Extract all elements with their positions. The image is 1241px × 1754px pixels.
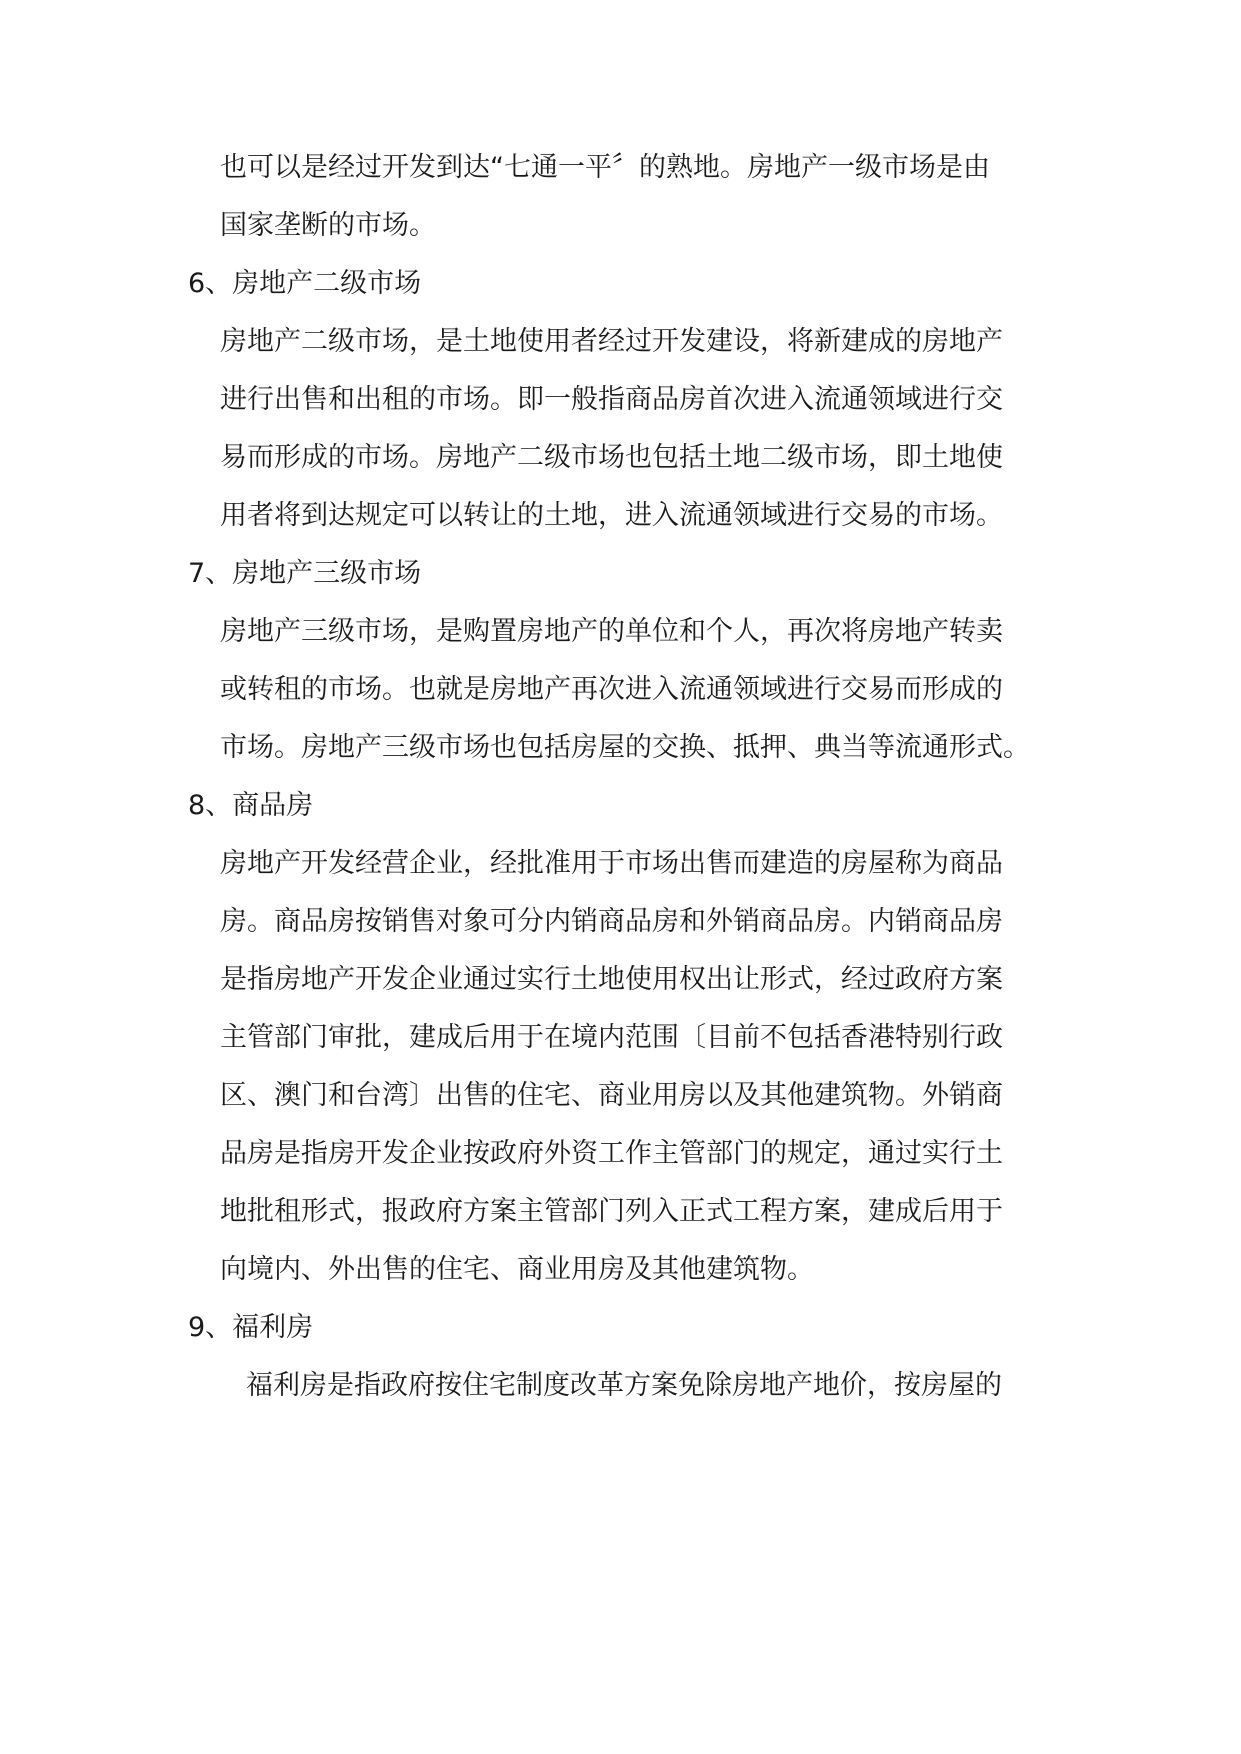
- paragraph-line: 国家垄断的市场。: [220, 210, 436, 241]
- paragraph-line: 主管部门审批，建成后用于在境内范围〔目前不包括香港特别行政: [220, 1022, 1003, 1053]
- paragraph-line: 区、澳门和台湾〕出售的住宅、商业用房以及其他建筑物。外销商: [220, 1080, 1003, 1111]
- paragraph-line: 房地产二级市场，是土地使用者经过开发建设，将新建成的房地产: [220, 326, 1003, 357]
- paragraph-line: 品房是指房开发企业按政府外资工作主管部门的规定，通过实行土: [220, 1138, 1003, 1169]
- paragraph-line: 也可以是经过开发到达“七通一平〞的熟地。房地产一级市场是由: [220, 152, 990, 183]
- section-heading-9: 9、福利房: [188, 1312, 314, 1343]
- paragraph-line: 或转租的市场。也就是房地产再次进入流通领域进行交易而形成的: [220, 674, 1003, 705]
- paragraph-line: 用者将到达规定可以转让的土地，进入流通领域进行交易的市场。: [220, 500, 1003, 531]
- paragraph-line: 房地产开发经营企业，经批准用于市场出售而建造的房屋称为商品: [220, 848, 1003, 879]
- paragraph-line: 向境内、外出售的住宅、商业用房及其他建筑物。: [220, 1254, 814, 1285]
- section-heading-6: 6、房地产二级市场: [188, 268, 422, 299]
- paragraph-line: 市场。房地产三级市场也包括房屋的交换、抵押、典当等流通形式。: [220, 732, 1030, 763]
- paragraph-line: 房地产三级市场，是购置房地产的单位和个人，再次将房地产转卖: [220, 616, 1003, 647]
- paragraph-line: 是指房地产开发企业通过实行土地使用权出让形式，经过政府方案: [220, 964, 1003, 995]
- paragraph-line: 进行出售和出租的市场。即一般指商品房首次进入流通领域进行交: [220, 384, 1003, 415]
- paragraph-line: 房。商品房按销售对象可分内销商品房和外销商品房。内销商品房: [220, 906, 1003, 937]
- paragraph-line: 福利房是指政府按住宅制度改革方案免除房地产地价，按房屋的: [246, 1370, 1002, 1401]
- section-heading-7: 7、房地产三级市场: [188, 558, 422, 589]
- section-heading-8: 8、商品房: [188, 790, 314, 821]
- paragraph-line: 易而形成的市场。房地产二级市场也包括土地二级市场，即土地使: [220, 442, 1003, 473]
- paragraph-line: 地批租形式，报政府方案主管部门列入正式工程方案，建成后用于: [220, 1196, 1003, 1227]
